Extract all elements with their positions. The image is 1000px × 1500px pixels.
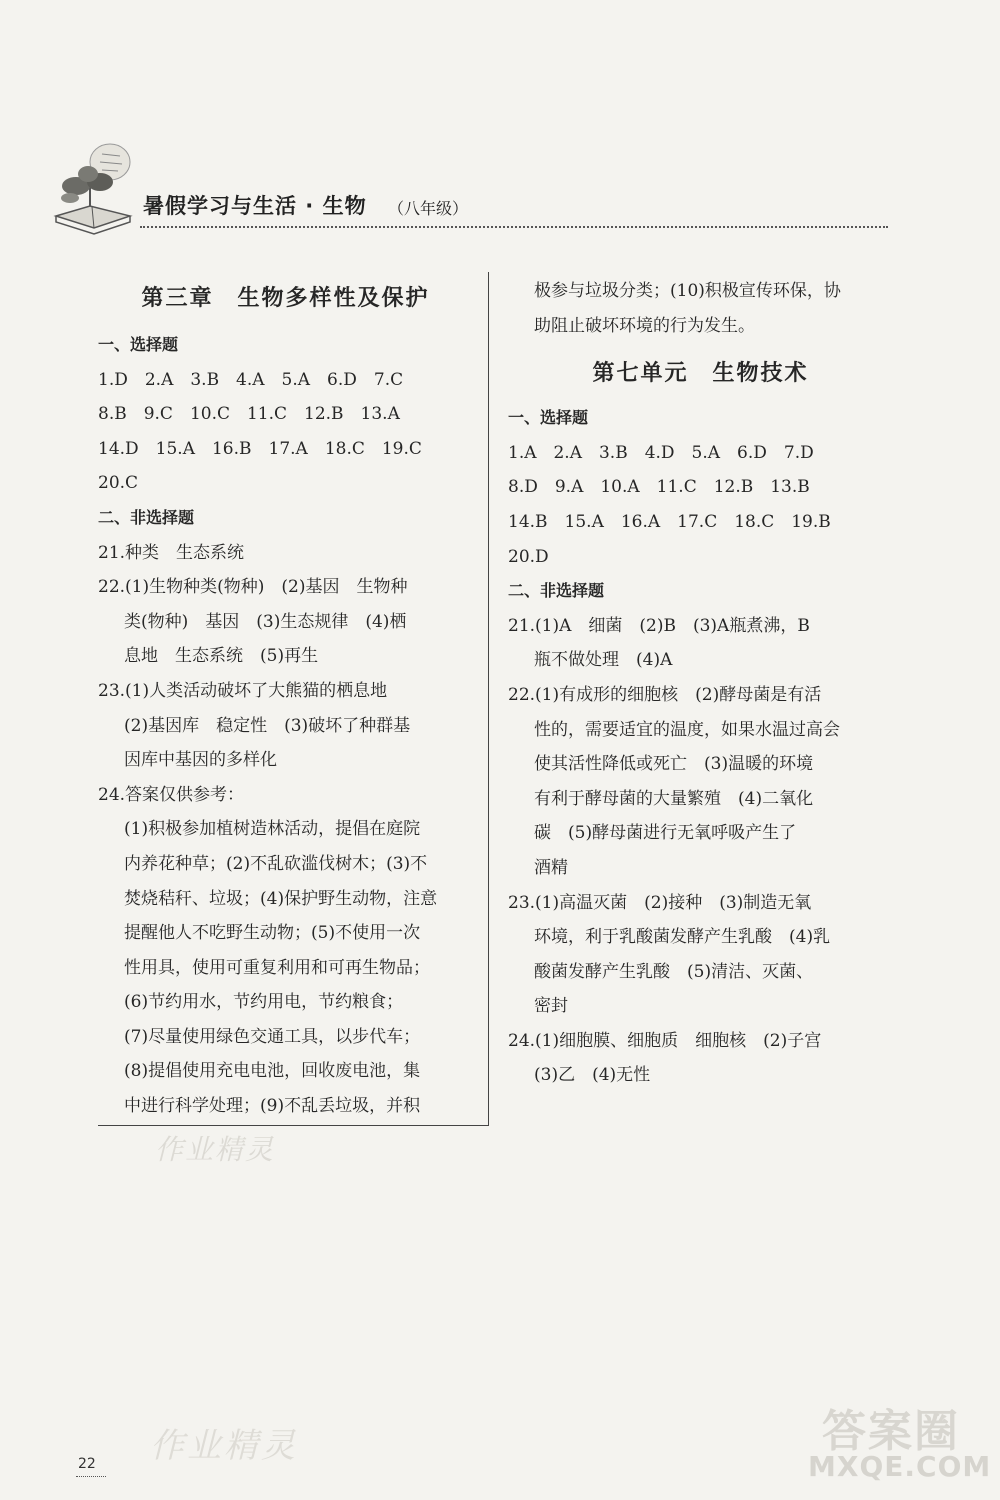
bottom-rule xyxy=(98,1125,488,1126)
answer-line: 内养花种草；(2)不乱砍滥伐树木；(3)不 xyxy=(124,853,428,874)
answer-line: 8.D 9.A 10.A 11.C 12.B 13.B xyxy=(508,477,810,498)
answer-line: 瓶不做处理 (4)A xyxy=(534,650,673,671)
section-heading: 二、非选择题 xyxy=(98,507,195,527)
text-line: 助阻止破坏环境的行为发生。 xyxy=(534,315,755,336)
answer-line: 14.B 15.A 16.A 17.C 18.C 19.B xyxy=(508,511,831,532)
answer-line: 1.D 2.A 3.B 4.A 5.A 6.D 7.C xyxy=(98,369,404,390)
answer-line: (6)节约用水，节约用电，节约粮食； xyxy=(124,992,404,1013)
answer-line: 24.(1)细胞膜、细胞质 细胞核 (2)子宫 xyxy=(508,1030,822,1051)
answer-line: 22.(1)生物种类(物种) (2)基因 生物种 xyxy=(98,577,408,598)
answer-line: 有利于酵母菌的大量繁殖 (4)二氧化 xyxy=(534,788,814,809)
watermark-small-bottom: 作业精灵 xyxy=(150,1426,298,1466)
answer-line: 环境，利于乳酸菌发酵产生乳酸 (4)乳 xyxy=(534,927,831,948)
answer-line: 密封 xyxy=(534,996,568,1017)
answer-line: 24.答案仅供参考： xyxy=(98,784,245,805)
answer-line: 23.(1)高温灭菌 (2)接种 (3)制造无氧 xyxy=(508,892,812,913)
answer-line: 中进行科学处理；(9)不乱丢垃圾，并积 xyxy=(124,1096,421,1117)
left-column xyxy=(98,274,473,1124)
answer-line: 性用具，使用可重复利用和可再生物品； xyxy=(124,957,430,978)
watermark-url: MXQE.COM xyxy=(808,1450,992,1483)
answer-line: 碳 (5)酵母菌进行无氧呼吸产生了 xyxy=(534,823,797,844)
column-divider xyxy=(488,272,489,1126)
answer-line: (1)积极参加植树造林活动，提倡在庭院 xyxy=(124,819,421,840)
header-divider xyxy=(140,226,888,228)
answer-line: 22.(1)有成形的细胞核 (2)酵母菌是有活 xyxy=(508,684,822,705)
book-title: 暑假学习与生活 · 生物 xyxy=(143,194,367,218)
continued-text xyxy=(508,274,893,343)
answer-line: 焚烧秸秆、垃圾；(4)保护野生动物，注意 xyxy=(124,888,438,909)
section-heading: 一、选择题 xyxy=(98,335,179,354)
watermark-brand: 答案圈 xyxy=(822,1406,960,1457)
answer-line: 20.C xyxy=(98,473,139,494)
answer-line: 21.种类 生态系统 xyxy=(98,542,245,563)
book-plant-logo-icon xyxy=(48,140,138,235)
answer-line: 息地 生态系统 (5)再生 xyxy=(124,646,319,667)
chapter-title-left: 第三章 生物多样性及保护 xyxy=(141,285,430,311)
answer-line: (7)尽量使用绿色交通工具，以步代车； xyxy=(124,1026,421,1047)
answer-line: 因库中基因的多样化 xyxy=(124,750,277,771)
answer-line: 1.A 2.A 3.B 4.D 5.A 6.D 7.D xyxy=(508,442,814,463)
page-header xyxy=(48,140,888,235)
answer-line: 21.(1)A 细菌 (2)B (3)A瓶煮沸，B xyxy=(508,615,810,636)
answer-line: 类(物种) 基因 (3)生态规律 (4)栖 xyxy=(124,611,407,632)
answer-line: 提醒他人不吃野生动物；(5)不使用一次 xyxy=(124,923,421,944)
section-heading: 一、选择题 xyxy=(508,408,589,428)
answer-line: 性的，需要适宜的温度，如果水温过高会 xyxy=(534,719,840,740)
right-column xyxy=(508,274,893,1093)
answer-line: (8)提倡使用充电电池，回收废电池，集 xyxy=(124,1061,421,1082)
answer-line: 酒精 xyxy=(534,857,568,878)
chapter-title-right: 第七单元 生物技术 xyxy=(592,360,809,387)
answer-line: 使其活性降低或死亡 (3)温暖的环境 xyxy=(534,754,814,775)
answer-line: 酸菌发酵产生乳酸 (5)清洁、灭菌、 xyxy=(534,961,814,982)
answer-line: 14.D 15.A 16.B 17.A 18.C 19.C xyxy=(98,438,422,459)
right-answer-list xyxy=(508,401,893,1093)
answer-line: 20.D xyxy=(508,546,549,567)
watermark-small: 作业精灵 xyxy=(155,1133,276,1166)
answer-line: (2)基因库 稳定性 (3)破坏了种群基 xyxy=(124,715,411,736)
page-number-rule xyxy=(76,1476,106,1477)
page-number: 22 xyxy=(78,1456,96,1472)
section-heading: 二、非选择题 xyxy=(508,581,605,601)
answer-line: 8.B 9.C 10.C 11.C 12.B 13.A xyxy=(98,404,400,425)
answer-line: (3)乙 (4)无性 xyxy=(534,1065,651,1086)
grade-label: （八年级） xyxy=(388,199,469,218)
answer-line: 23.(1)人类活动破坏了大熊猫的栖息地 xyxy=(98,680,388,701)
left-answer-list xyxy=(98,328,473,1124)
text-line: 极参与垃圾分类；(10)积极宣传环保，协 xyxy=(534,281,841,301)
